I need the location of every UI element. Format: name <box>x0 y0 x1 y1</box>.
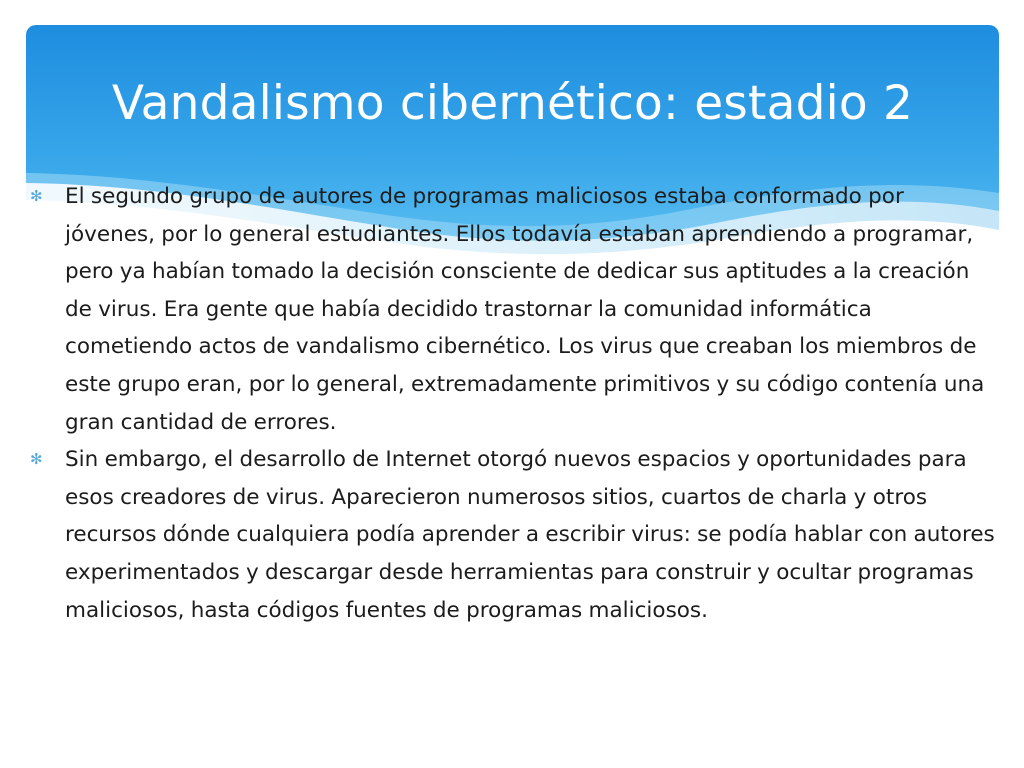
bullet-item-1 <box>30 178 998 441</box>
bullet-text-1: El segundo grupo de autores de programas maliciosos estaba conformado por jóvenes, por lo general estudiantes. Ellos todavía estaban aprendiendo a programar, pero ya habían tomado la decisión consciente de dedicar sus aptitudes a la creación de virus. Era gente que había decidido trastornar la comunidad informática cometiendo actos de vandalismo cibernético. Los virus que creaban los miembros de este grupo eran, por lo general, extremadamente primitivos y su código contenía una gran cantidad de errores. <box>65 184 985 435</box>
bullet-item-2 <box>30 441 998 629</box>
snowflake-bullet-icon: ✻ <box>30 187 43 205</box>
slide-title: Vandalismo cibernético: estadio 2 <box>111 76 914 131</box>
bullet-text-2: Sin embargo, el desarrollo de Internet otorgó nuevos espacios y oportunidades para esos creadores de virus. Aparecieron numerosos sitios, cuartos de charla y otros recursos dónde cualquiera podía aprender a escribir virus: se podía hablar con autores experimentados y descargar desde herramientas para construir y ocultar programas maliciosos, hasta códigos fuentes de programas maliciosos. <box>65 447 995 623</box>
bullet-list <box>30 178 998 629</box>
snowflake-bullet-icon: ✻ <box>30 450 43 469</box>
